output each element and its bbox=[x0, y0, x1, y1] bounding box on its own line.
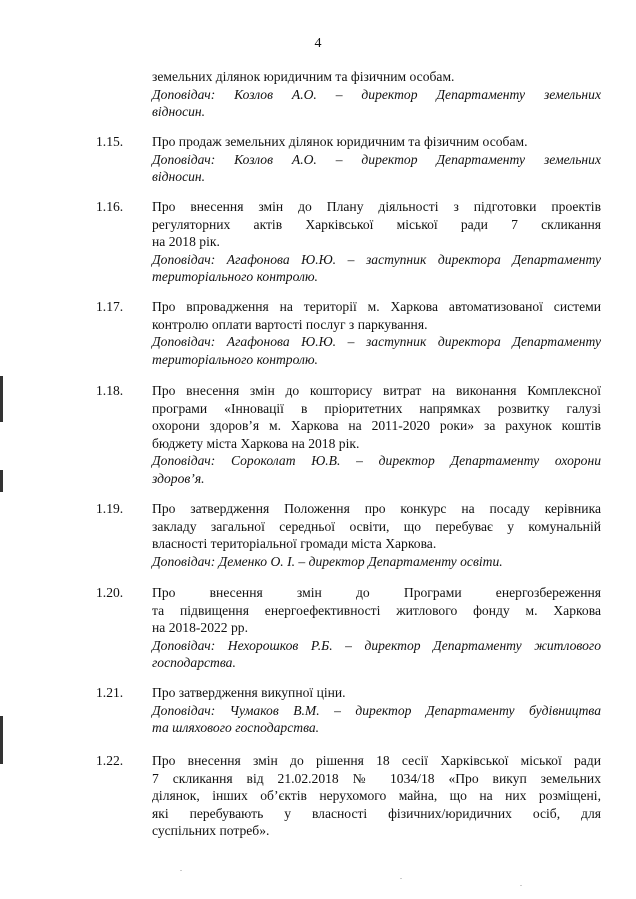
item-line: 7 скликання від 21.02.2018 № 1034/18 «Про викуп земельних bbox=[152, 770, 601, 786]
scan-margin-mark bbox=[0, 470, 3, 492]
agenda-item bbox=[152, 382, 601, 487]
agenda-item bbox=[152, 500, 601, 570]
item-number: 1.16. bbox=[96, 199, 124, 214]
speaker-line: відносин. bbox=[152, 104, 206, 119]
speaker-line: Доповідач: Агафонова Ю.Ю. – заступник директора Департаменту bbox=[152, 251, 601, 267]
speaker-line: територіального контролю. bbox=[152, 269, 318, 284]
item-line: контролю оплати вартості послуг з паркування. bbox=[152, 316, 428, 332]
speaker-line: Доповідач: Козлов А.О. – директор Департаменту земельних bbox=[152, 86, 601, 102]
item-line: які перебувають у власності фізичних/юридичних осіб, для bbox=[152, 805, 601, 821]
item-line: Про затвердження викупної ціни. bbox=[152, 685, 346, 700]
item-line: Про внесення змін до рішення 18 сесії Харківської міської ради bbox=[152, 753, 601, 768]
speaker-line: територіального контролю. bbox=[152, 351, 318, 367]
item-line: ділянок, інших об’єктів нерухомого майна, що на них розміщені, bbox=[152, 788, 601, 803]
agenda-item bbox=[152, 133, 601, 186]
speaker-line: Доповідач: Нехорошков Р.Б. – директор Департаменту житлового bbox=[152, 637, 601, 653]
scan-margin-mark bbox=[0, 716, 3, 764]
intro-line: земельних ділянок юридичним та фізичним особам. bbox=[152, 69, 455, 84]
scan-speck bbox=[400, 878, 402, 879]
speaker-line: Доповідач: Агафонова Ю.Ю. – заступник директора Департаменту bbox=[152, 334, 601, 349]
agenda-item bbox=[152, 198, 601, 286]
item-number: 1.15. bbox=[96, 134, 124, 149]
item-line: та підвищення енергоефективності житлового фонду м. Харкова bbox=[152, 602, 601, 618]
agenda-item bbox=[152, 684, 601, 737]
speaker-line: Доповідач: Деменко О. І. – директор Департаменту освіти. bbox=[152, 553, 503, 569]
speaker-line: здоров’я. bbox=[152, 470, 205, 486]
item-number: 1.21. bbox=[96, 685, 124, 700]
item-line: програми «Інновації в пріоритетних напрямках розвитку галузі bbox=[152, 400, 601, 416]
speaker-line: та шляхового господарства. bbox=[152, 720, 320, 735]
page-number: 4 bbox=[314, 36, 322, 51]
item-line: Про внесення змін до кошторису витрат на виконання Комплексної bbox=[152, 383, 601, 398]
speaker-line: відносин. bbox=[152, 169, 206, 184]
item-number: 1.17. bbox=[96, 299, 124, 314]
item-line: на 2018-2022 рр. bbox=[152, 620, 248, 635]
speaker-line: Доповідач: Сороколат Ю.В. – директор Департаменту охорони bbox=[152, 453, 601, 468]
scan-speck bbox=[180, 870, 182, 871]
item-line: Про продаж земельних ділянок юридичним та фізичним особам. bbox=[152, 134, 528, 149]
scan-speck bbox=[520, 885, 522, 886]
item-number: 1.19. bbox=[96, 501, 124, 516]
item-line: Про внесення змін до Плану діяльності з підготовки проектів bbox=[152, 199, 601, 214]
item-line: власності територіальної громади міста Харкова. bbox=[152, 536, 437, 551]
agenda-item bbox=[152, 584, 601, 672]
intro-block bbox=[152, 68, 601, 121]
item-line: суспільних потреб». bbox=[152, 823, 270, 838]
item-line: бюджету міста Харкова на 2018 рік. bbox=[152, 435, 360, 451]
item-line: охорони здоров’я м. Харкова на 2011-2020 роки» за рахунок коштів bbox=[152, 418, 601, 433]
item-number: 1.18. bbox=[96, 383, 124, 398]
speaker-line: Доповідач: Козлов А.О. – директор Департаменту земельних bbox=[152, 151, 601, 167]
speaker-line: господарства. bbox=[152, 655, 236, 670]
item-line: на 2018 рік. bbox=[152, 234, 220, 249]
scan-margin-mark bbox=[0, 376, 3, 422]
item-line: Про внесення змін до Програми енергозбереження bbox=[152, 585, 601, 600]
item-number: 1.20. bbox=[96, 585, 124, 600]
agenda-item bbox=[152, 298, 601, 368]
speaker-line: Доповідач: Чумаков В.М. – директор Департаменту будівництва bbox=[152, 702, 601, 718]
item-line: Про затвердження Положення про конкурс на посаду керівника bbox=[152, 501, 601, 516]
item-line: Про впровадження на території м. Харкова автоматизованої системи bbox=[152, 299, 601, 314]
item-line: регуляторних актів Харківської міської ради 7 скликання bbox=[152, 216, 601, 232]
item-line: закладу загальної середньої освіти, що перебуває у комунальній bbox=[152, 518, 601, 534]
item-number: 1.22. bbox=[96, 753, 124, 768]
agenda-item bbox=[152, 752, 601, 840]
